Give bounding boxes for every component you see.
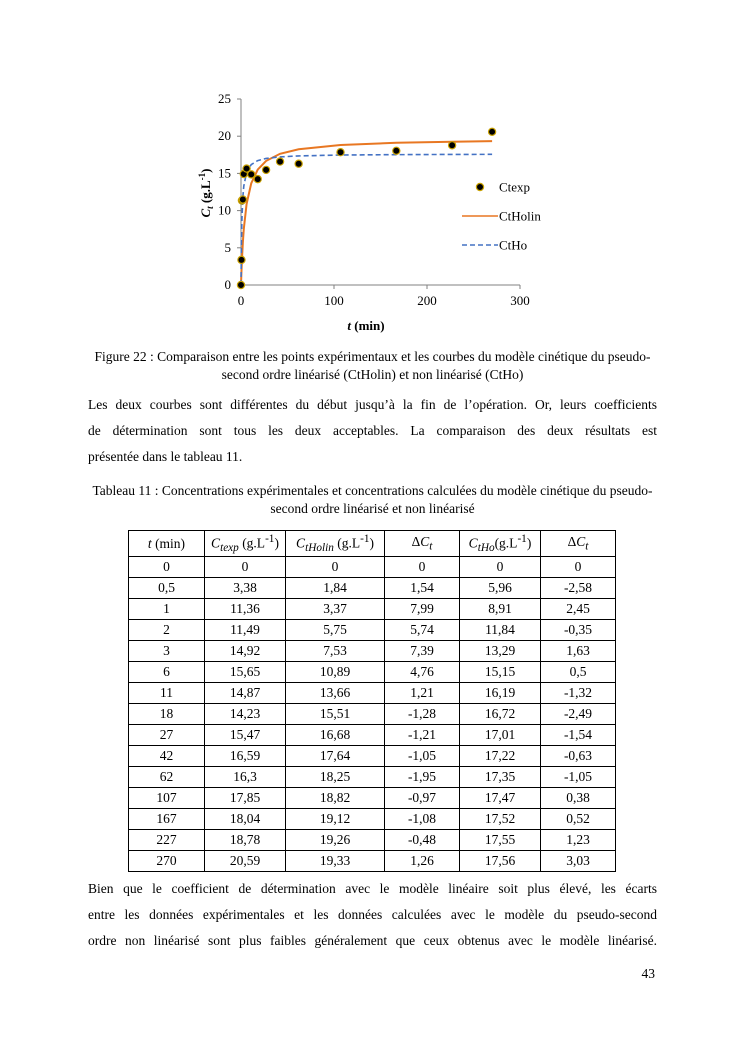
chart-series bbox=[237, 128, 495, 288]
table-cell: -1,08 bbox=[385, 809, 460, 830]
table-cell: 11,36 bbox=[205, 599, 286, 620]
legend-label: CtHolin bbox=[499, 208, 541, 224]
table-cell: 18,04 bbox=[205, 809, 286, 830]
y-tick-label: 10 bbox=[218, 202, 231, 218]
table-row bbox=[129, 620, 616, 641]
table-cell: 2 bbox=[129, 620, 205, 641]
table-cell: 17,47 bbox=[460, 788, 541, 809]
data-point bbox=[393, 147, 400, 154]
table-row bbox=[129, 809, 616, 830]
chart-legend bbox=[462, 180, 541, 253]
table-cell: 17,55 bbox=[460, 830, 541, 851]
data-point bbox=[276, 158, 283, 165]
table-cell: 13,66 bbox=[286, 683, 385, 704]
table-cell: 15,47 bbox=[205, 725, 286, 746]
table-cell: 17,35 bbox=[460, 767, 541, 788]
table-row bbox=[129, 557, 616, 578]
table-cell: -1,28 bbox=[385, 704, 460, 725]
table-cell: 5,75 bbox=[286, 620, 385, 641]
table-cell: 270 bbox=[129, 851, 205, 872]
y-tick-label: 0 bbox=[224, 277, 231, 292]
paragraph-1-line: de détermination sont tous les deux acceptables. La comparaison des deux résultats est bbox=[88, 423, 657, 438]
x-tick-label: 300 bbox=[510, 293, 530, 308]
table-cell: 7,39 bbox=[385, 641, 460, 662]
table-cell: 6 bbox=[129, 662, 205, 683]
table-cell: 17,64 bbox=[286, 746, 385, 767]
data-point bbox=[449, 142, 456, 149]
y-tick-label: 20 bbox=[218, 128, 231, 144]
paragraph-2 bbox=[88, 876, 657, 954]
x-tick-label: 100 bbox=[324, 293, 344, 308]
table-cell: 15,15 bbox=[460, 662, 541, 683]
table-cell: 8,91 bbox=[460, 599, 541, 620]
data-point bbox=[254, 176, 261, 183]
table-cell: 0,5 bbox=[129, 578, 205, 599]
table-cell: 16,68 bbox=[286, 725, 385, 746]
table-cell: -1,54 bbox=[541, 725, 616, 746]
table-row bbox=[129, 725, 616, 746]
table-row bbox=[129, 704, 616, 725]
table-cell: 0,5 bbox=[541, 662, 616, 683]
table-cell: 15,51 bbox=[286, 704, 385, 725]
table-cell: 7,53 bbox=[286, 641, 385, 662]
table-cell: 1,23 bbox=[541, 830, 616, 851]
data-point bbox=[237, 281, 244, 288]
paragraph-2-line: Bien que le coefficient de détermination avec le modèle linéaire soit plus élevé, les écarts bbox=[88, 881, 657, 896]
table-cell: -2,49 bbox=[541, 704, 616, 725]
table-cell: 18,78 bbox=[205, 830, 286, 851]
table-cell: -1,32 bbox=[541, 683, 616, 704]
table-caption: Tableau 11 : Concentrations expérimentales et concentrations calculées du modèle cinétique du pseudo-second ordre linéarisé et non linéarisé bbox=[92, 483, 653, 516]
table-header-row bbox=[129, 531, 616, 557]
table-cell: 1,84 bbox=[286, 578, 385, 599]
table-cell: 17,56 bbox=[460, 851, 541, 872]
table-cell: 27 bbox=[129, 725, 205, 746]
table-cell: 16,59 bbox=[205, 746, 286, 767]
header-delta-ct-1: $\Delta C_t$ bbox=[385, 531, 460, 557]
table-cell: -1,05 bbox=[385, 746, 460, 767]
table-cell: 17,85 bbox=[205, 788, 286, 809]
y-axis-label: $C_t$ $(g.L^{-1})$ bbox=[197, 168, 215, 218]
paragraph-2-line: ordre non linéarisé sont plus faibles généralement que ceux obtenus avec le modèle linéarisé. bbox=[88, 933, 657, 948]
chart-axes bbox=[218, 91, 530, 308]
table-row bbox=[129, 830, 616, 851]
table-cell: 14,87 bbox=[205, 683, 286, 704]
table-row bbox=[129, 851, 616, 872]
table-cell: 20,59 bbox=[205, 851, 286, 872]
data-table bbox=[128, 530, 616, 872]
table-cell: 19,33 bbox=[286, 851, 385, 872]
table-cell: 17,52 bbox=[460, 809, 541, 830]
table-cell: 18 bbox=[129, 704, 205, 725]
table-cell: 0 bbox=[385, 557, 460, 578]
data-point bbox=[263, 166, 270, 173]
paragraph-1-line: Les deux courbes sont différentes du début jusqu’à la fin de l’opération. Or, leurs coefficients bbox=[88, 397, 657, 412]
table-cell: -1,05 bbox=[541, 767, 616, 788]
table-row bbox=[129, 746, 616, 767]
table-row bbox=[129, 788, 616, 809]
table-cell: -0,63 bbox=[541, 746, 616, 767]
table-cell: 14,23 bbox=[205, 704, 286, 725]
data-point bbox=[337, 149, 344, 156]
x-tick-label: 200 bbox=[417, 293, 437, 308]
table-cell: 14,92 bbox=[205, 641, 286, 662]
table-cell: 3,37 bbox=[286, 599, 385, 620]
table-cell: 3,03 bbox=[541, 851, 616, 872]
legend-marker-Ctexp bbox=[476, 183, 483, 190]
table-cell: 227 bbox=[129, 830, 205, 851]
table-cell: 0 bbox=[129, 557, 205, 578]
table-cell: 1,54 bbox=[385, 578, 460, 599]
table-cell: 0,52 bbox=[541, 809, 616, 830]
table-cell: 3 bbox=[129, 641, 205, 662]
table-cell: 1,26 bbox=[385, 851, 460, 872]
table-cell: -0,48 bbox=[385, 830, 460, 851]
paragraph-1 bbox=[88, 392, 657, 470]
table-cell: 17,22 bbox=[460, 746, 541, 767]
table-cell: 11,84 bbox=[460, 620, 541, 641]
legend-label: Ctexp bbox=[499, 179, 531, 195]
page-number: 43 bbox=[641, 966, 655, 981]
data-point bbox=[295, 160, 302, 167]
table-cell: 15,65 bbox=[205, 662, 286, 683]
table-row bbox=[129, 683, 616, 704]
table-row bbox=[129, 767, 616, 788]
table-cell: -0,35 bbox=[541, 620, 616, 641]
table-row bbox=[129, 662, 616, 683]
table-body bbox=[129, 557, 616, 872]
table-cell: 4,76 bbox=[385, 662, 460, 683]
table-cell: 16,72 bbox=[460, 704, 541, 725]
figure-caption: Figure 22 : Comparaison entre les points expérimentaux et les courbes du modèle cinétique du pseudo-second ordre linéarisé (CtHolin) et non linéarisé (CtHo) bbox=[94, 349, 651, 382]
y-tick-label: 5 bbox=[224, 239, 231, 255]
x-axis-label: t (min) bbox=[347, 318, 385, 333]
table-cell: 1,63 bbox=[541, 641, 616, 662]
table-cell: 10,89 bbox=[286, 662, 385, 683]
table-cell: 107 bbox=[129, 788, 205, 809]
table-cell: 2,45 bbox=[541, 599, 616, 620]
x-tick-label: 0 bbox=[237, 293, 245, 308]
data-point bbox=[239, 196, 246, 203]
header-ctho: $C_{tHo}(g.L^{-1})$ bbox=[460, 531, 541, 557]
table-row bbox=[129, 599, 616, 620]
table-cell: 16,3 bbox=[205, 767, 286, 788]
table-cell: 7,99 bbox=[385, 599, 460, 620]
table-cell: -2,58 bbox=[541, 578, 616, 599]
table-cell: 18,25 bbox=[286, 767, 385, 788]
table-cell: 11,49 bbox=[205, 620, 286, 641]
table-cell: 13,29 bbox=[460, 641, 541, 662]
table-cell: -1,95 bbox=[385, 767, 460, 788]
data-point bbox=[248, 171, 255, 178]
header-ctholin: $C_{tHolin}$ $(g.L^{-1})$ bbox=[286, 531, 385, 557]
table-cell: 11 bbox=[129, 683, 205, 704]
table-cell: 42 bbox=[129, 746, 205, 767]
data-point bbox=[489, 128, 496, 135]
y-tick-label: 15 bbox=[218, 165, 231, 181]
table-cell: 0 bbox=[205, 557, 286, 578]
table-cell: 0 bbox=[286, 557, 385, 578]
table-cell: 17,01 bbox=[460, 725, 541, 746]
table-cell: 19,12 bbox=[286, 809, 385, 830]
table-cell: 5,74 bbox=[385, 620, 460, 641]
header-delta-ct-2: $\Delta C_t$ bbox=[541, 531, 616, 557]
table-cell: 0,38 bbox=[541, 788, 616, 809]
table-cell: 18,82 bbox=[286, 788, 385, 809]
table-cell: 0 bbox=[460, 557, 541, 578]
table-row bbox=[129, 641, 616, 662]
table-cell: 19,26 bbox=[286, 830, 385, 851]
table-cell: 167 bbox=[129, 809, 205, 830]
y-tick-label: 25 bbox=[218, 91, 231, 106]
table-cell: 16,19 bbox=[460, 683, 541, 704]
table-cell: 1,21 bbox=[385, 683, 460, 704]
table-row bbox=[129, 578, 616, 599]
table-cell: 0 bbox=[541, 557, 616, 578]
paragraph-2-line: entre les données expérimentales et les données calculées avec le modèle du pseudo-second bbox=[88, 907, 657, 922]
table-cell: 5,96 bbox=[460, 578, 541, 599]
header-ctexp: $C_{texp}$ $(g.L^{-1})$ bbox=[205, 531, 286, 557]
data-point bbox=[238, 256, 245, 263]
legend-label: CtHo bbox=[499, 237, 528, 253]
table-cell: 3,38 bbox=[205, 578, 286, 599]
header-t: t (min) bbox=[129, 531, 205, 557]
series-line-CtHo bbox=[241, 154, 492, 285]
table-cell: 62 bbox=[129, 767, 205, 788]
table-cell: 1 bbox=[129, 599, 205, 620]
paragraph-1-line: présentée dans le tableau 11. bbox=[88, 449, 243, 464]
table-cell: -0,97 bbox=[385, 788, 460, 809]
table-cell: -1,21 bbox=[385, 725, 460, 746]
kinetics-chart bbox=[190, 88, 570, 338]
